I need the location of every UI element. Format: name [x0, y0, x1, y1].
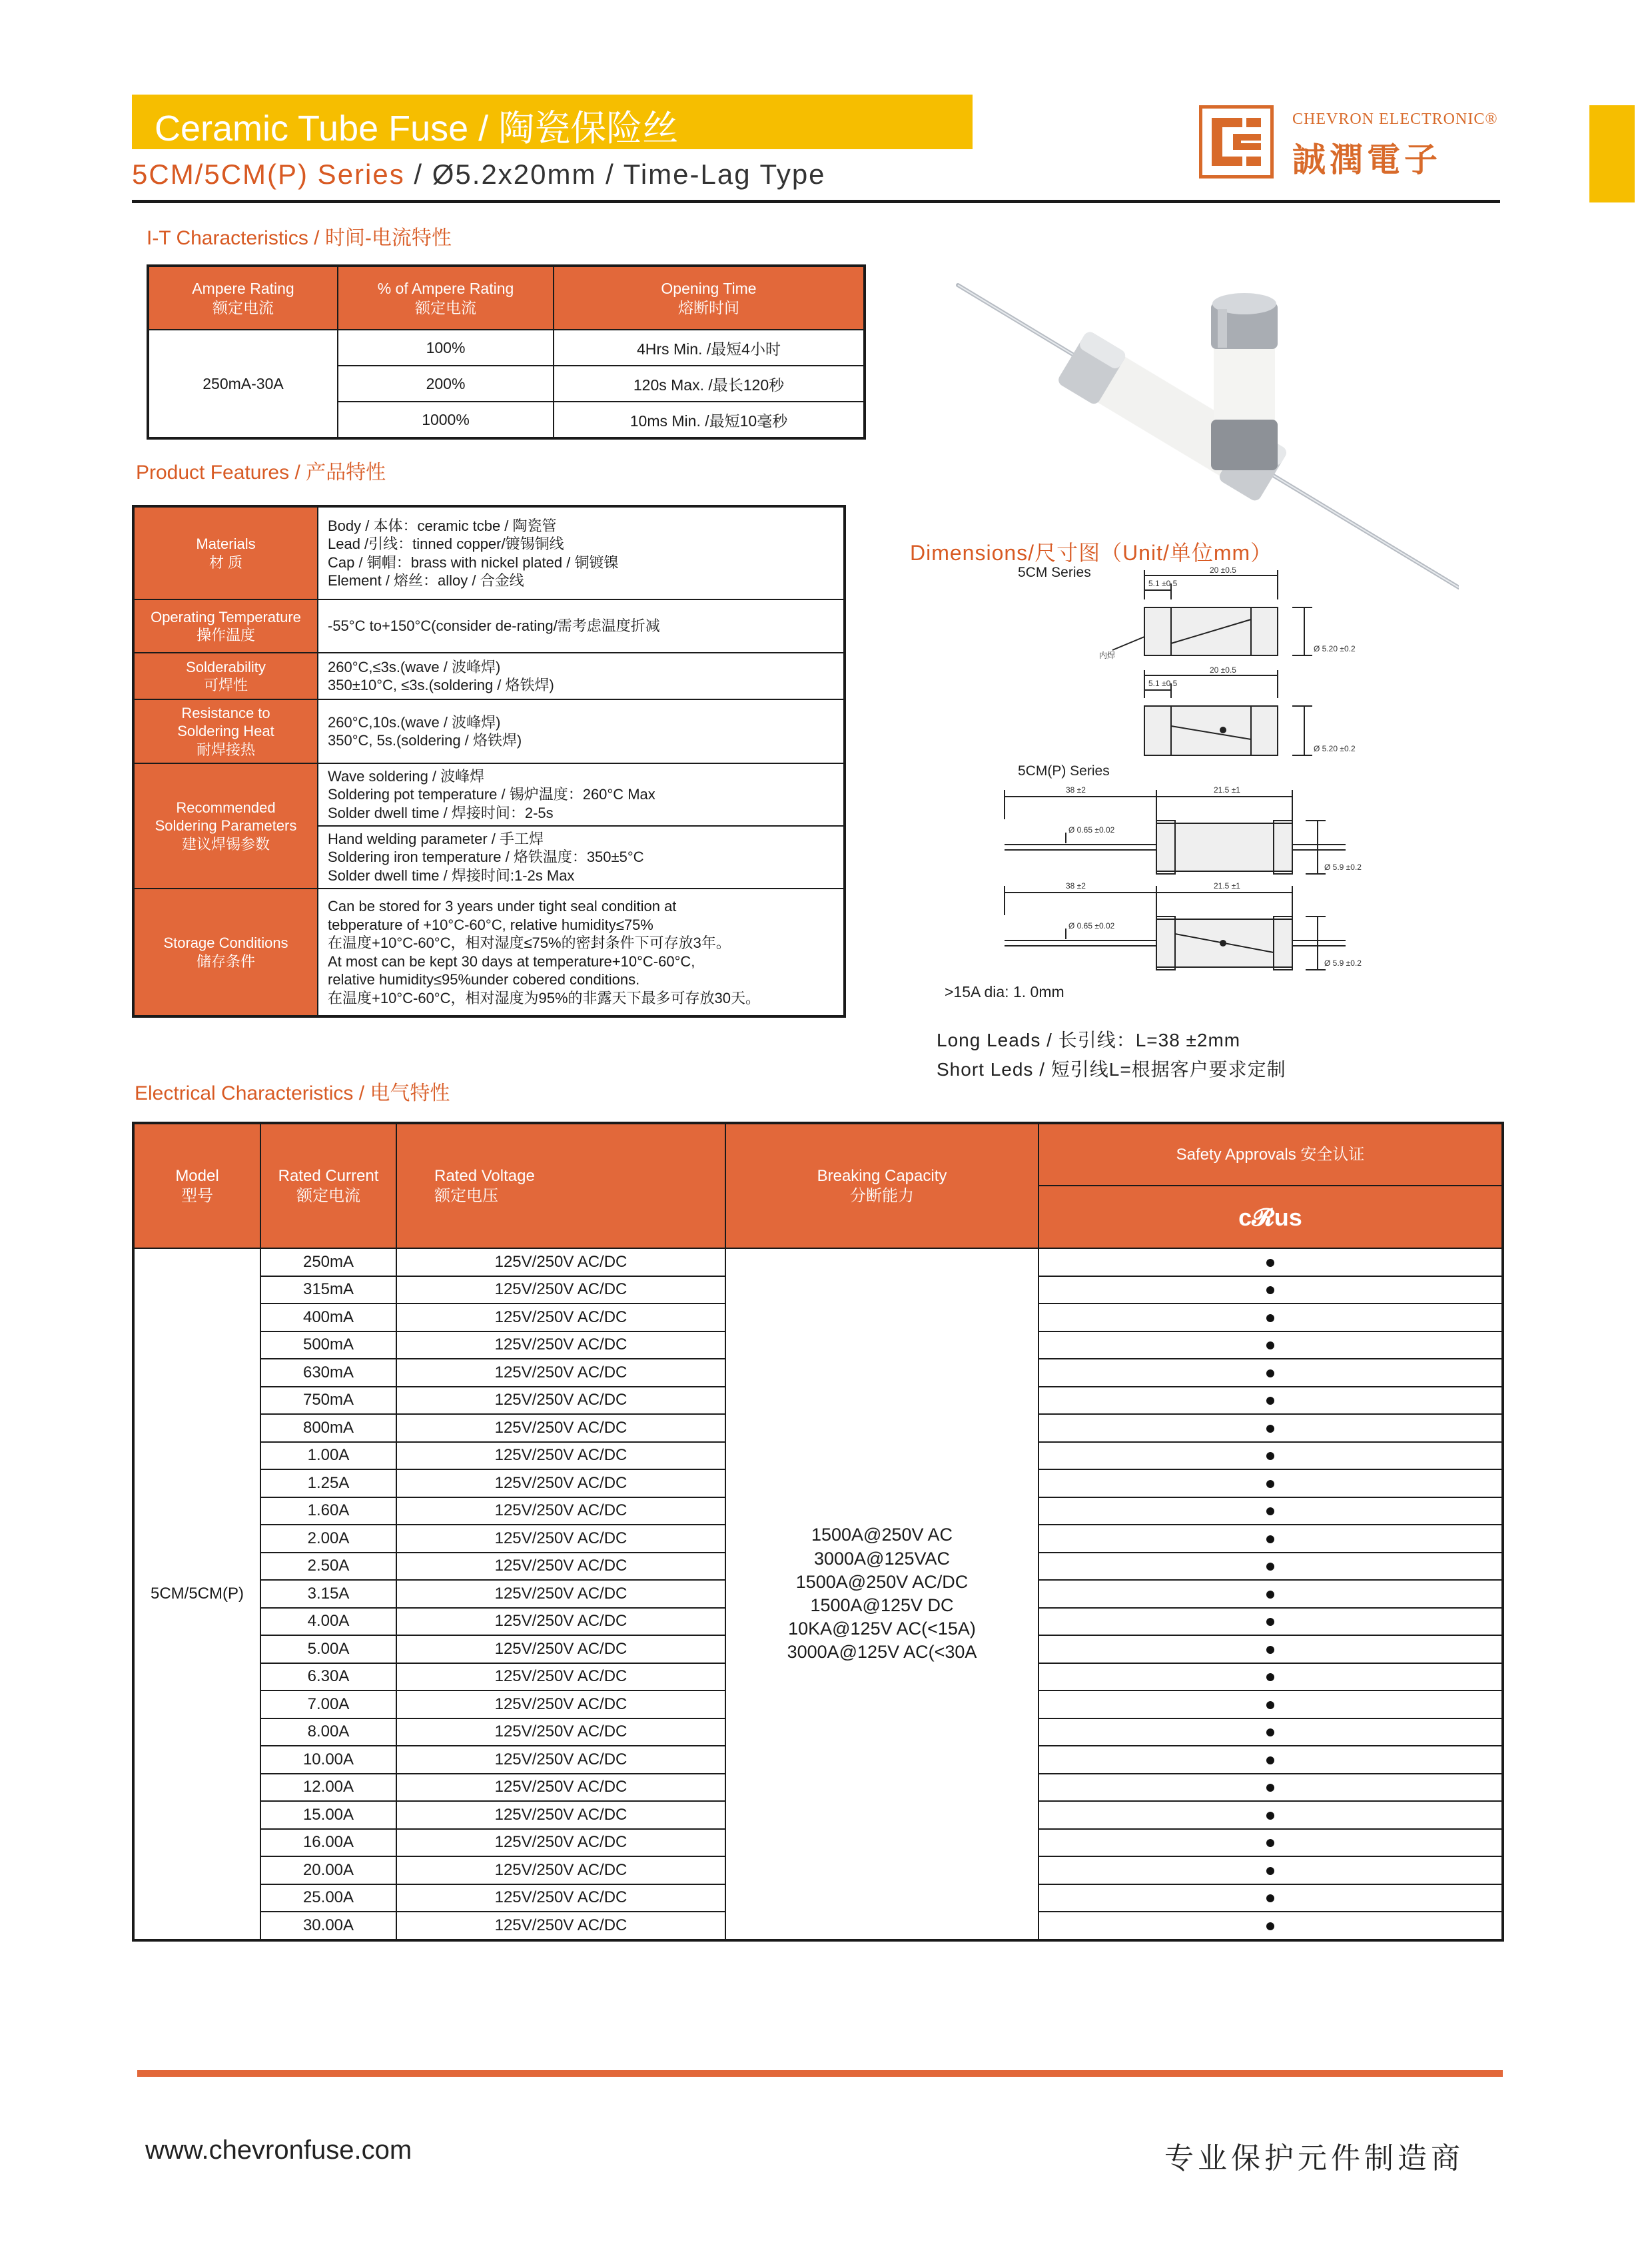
- voltage-cell: 125V/250V AC/DC: [396, 1414, 725, 1442]
- it-pct-cell: 1000%: [338, 402, 554, 438]
- dim-diameter-label: Ø 5.20 ±0.2: [1314, 744, 1356, 753]
- current-cell: 3.15A: [260, 1580, 396, 1608]
- it-section-title: I-T Characteristics / 时间-电流特性: [147, 227, 452, 249]
- current-cell: 6.30A: [260, 1663, 396, 1691]
- dim-inner-label: 内焊: [1099, 651, 1116, 660]
- approved-dot-icon: [1266, 1259, 1274, 1267]
- features-table: [132, 505, 846, 1018]
- approval-cell: [1038, 1635, 1503, 1663]
- breaking-line: 1500A@125V DC: [810, 1595, 954, 1615]
- dim-diameter-label: Ø 5.9 ±0.2: [1324, 863, 1362, 872]
- approval-cell: [1038, 1829, 1503, 1857]
- voltage-cell: 125V/250V AC/DC: [396, 1304, 725, 1331]
- resist-heat-label: Resistance to Soldering Heat 耐焊接热: [133, 699, 318, 763]
- approved-dot-icon: [1266, 1286, 1274, 1294]
- dim-lead-label: 38 ±2: [1066, 785, 1086, 795]
- approved-dot-icon: [1266, 1894, 1274, 1902]
- breaking-capacity-cell: [725, 1248, 1038, 1940]
- voltage-cell: 125V/250V AC/DC: [396, 1276, 725, 1304]
- voltage-cell: 125V/250V AC/DC: [396, 1608, 725, 1636]
- approved-dot-icon: [1266, 1701, 1274, 1709]
- it-ampere-cell: 250mA-30A: [148, 330, 338, 438]
- approved-dot-icon: [1266, 1507, 1274, 1515]
- header-voltage: Rated Voltage 额定电压: [396, 1123, 725, 1248]
- approved-dot-icon: [1266, 1341, 1274, 1349]
- header-safety: Safety Approvals 安全认证: [1038, 1123, 1503, 1186]
- current-cell: 10.00A: [260, 1746, 396, 1774]
- current-cell: 30.00A: [260, 1912, 396, 1940]
- voltage-cell: 125V/250V AC/DC: [396, 1829, 725, 1857]
- approved-dot-icon: [1266, 1480, 1274, 1488]
- page-subtitle: [132, 159, 826, 190]
- solderability-label: Solderability 可焊性: [133, 653, 318, 699]
- dim-diameter-label: Ø 5.20 ±0.2: [1314, 644, 1356, 653]
- approved-dot-icon: [1266, 1452, 1274, 1460]
- subtitle-spec: / Ø5.2x20mm / Time-Lag Type: [404, 159, 826, 190]
- voltage-cell: 125V/250V AC/DC: [396, 1774, 725, 1802]
- it-time-cell: 4Hrs Min. /最短4小时: [554, 330, 865, 366]
- dim-note: >15A dia: 1. 0mm: [945, 983, 1064, 1000]
- dim-body-label: 21.5 ±1: [1214, 785, 1240, 795]
- approval-cell: [1038, 1746, 1503, 1774]
- voltage-cell: 125V/250V AC/DC: [396, 1884, 725, 1912]
- dim-diameter-label: Ø 5.9 ±0.2: [1324, 958, 1362, 968]
- page-title: Ceramic Tube Fuse / 陶瓷保险丝: [155, 109, 679, 149]
- approval-cell: [1038, 1912, 1503, 1940]
- storage-value: Can be stored for 3 years under tight seal condition at tebperature of +10°C-60°C, relative humidity≤75% 在温度+10°C-60°C，相对湿度≤75%的密封条件下可存放3年。 At most can be kept 30 days at temperature+10°C-60°C, relative humidity≤95%under cobered conditions. 在温度+10°C-60°C，相对湿度为95%的非露天下最多可存放30天。: [318, 889, 845, 1016]
- voltage-cell: 125V/250V AC/DC: [396, 1331, 725, 1359]
- approval-cell: [1038, 1580, 1503, 1608]
- header-model: Model 型号: [133, 1123, 260, 1248]
- table-row: [133, 889, 845, 1016]
- approved-dot-icon: [1266, 1756, 1274, 1764]
- breaking-line: 1500A@250V AC/DC: [795, 1571, 969, 1592]
- voltage-cell: 125V/250V AC/DC: [396, 1525, 725, 1553]
- approval-cell: [1038, 1690, 1503, 1718]
- approval-cell: [1038, 1553, 1503, 1581]
- approval-cell: [1038, 1276, 1503, 1304]
- approval-cell: [1038, 1469, 1503, 1497]
- solderability-value: 260°C,≤3s.(wave / 波峰焊) 350±10°C, ≤3s.(soldering / 烙铁焊): [318, 653, 845, 699]
- subtitle-series: 5CM/5CM(P) Series: [132, 159, 405, 190]
- dim-body-label: 21.5 ±1: [1214, 881, 1240, 891]
- model-cell: 5CM/5CM(P): [133, 1248, 260, 1940]
- approved-dot-icon: [1266, 1728, 1274, 1736]
- current-cell: 500mA: [260, 1331, 396, 1359]
- footer-divider: [137, 2070, 1503, 2077]
- approval-cell: [1038, 1801, 1503, 1829]
- logo-text-en: CHEVRON ELECTRONIC®: [1292, 111, 1498, 128]
- it-table: [147, 264, 866, 440]
- approval-cell: [1038, 1884, 1503, 1912]
- approval-cell: [1038, 1497, 1503, 1525]
- approved-dot-icon: [1266, 1812, 1274, 1820]
- ul-cert-icon: c𝓡us: [1038, 1186, 1503, 1248]
- dimensions-title: Dimensions/尺寸图（Unit/单位mm）: [910, 541, 1273, 565]
- it-header-time: Opening Time 熔断时间: [554, 266, 865, 330]
- table-row: [133, 1248, 1503, 1276]
- current-cell: 25.00A: [260, 1884, 396, 1912]
- dimension-drawings: [999, 566, 1372, 979]
- current-cell: 750mA: [260, 1387, 396, 1415]
- dim-cap-label: 5.1 ±0.5: [1148, 679, 1178, 688]
- it-header-ampere: Ampere Rating 额定电流: [148, 266, 338, 330]
- current-cell: 5.00A: [260, 1635, 396, 1663]
- dim-wire-label: Ø 0.65 ±0.02: [1068, 825, 1115, 835]
- approved-dot-icon: [1266, 1784, 1274, 1792]
- approved-dot-icon: [1266, 1618, 1274, 1626]
- current-cell: 16.00A: [260, 1829, 396, 1857]
- voltage-cell: 125V/250V AC/DC: [396, 1580, 725, 1608]
- header-divider: [132, 200, 1500, 203]
- recommended-hand-value: Hand welding parameter / 手工焊 Soldering iron temperature / 烙铁温度：350±5°C Solder dwell time / 焊接时间:1-2s Max: [318, 826, 845, 889]
- approved-dot-icon: [1266, 1425, 1274, 1433]
- optemp-value: -55°C to+150°C(consider de-rating/需考虑温度折减: [318, 599, 845, 653]
- approval-cell: [1038, 1387, 1503, 1415]
- voltage-cell: 125V/250V AC/DC: [396, 1746, 725, 1774]
- current-cell: 315mA: [260, 1276, 396, 1304]
- breaking-line: 1500A@250V AC: [811, 1525, 953, 1545]
- voltage-cell: 125V/250V AC/DC: [396, 1469, 725, 1497]
- current-cell: 250mA: [260, 1248, 396, 1276]
- header-current: Rated Current 额定电流: [260, 1123, 396, 1248]
- breaking-line: 3000A@125V AC(<30A: [787, 1641, 977, 1662]
- footer-tagline: 专业保护元件制造商: [1164, 2142, 1464, 2175]
- dim-wire-label: Ø 0.65 ±0.02: [1068, 921, 1115, 931]
- voltage-cell: 125V/250V AC/DC: [396, 1718, 725, 1746]
- approval-cell: [1038, 1414, 1503, 1442]
- table-row: [133, 699, 845, 763]
- approved-dot-icon: [1266, 1369, 1274, 1377]
- electrical-section-title: Electrical Characteristics / 电气特性: [135, 1082, 450, 1104]
- breaking-line: 10KA@125V AC(<15A): [788, 1618, 976, 1639]
- voltage-cell: 125V/250V AC/DC: [396, 1663, 725, 1691]
- approval-cell: [1038, 1663, 1503, 1691]
- table-row: [133, 506, 845, 599]
- current-cell: 4.00A: [260, 1608, 396, 1636]
- approved-dot-icon: [1266, 1839, 1274, 1847]
- table-row: [148, 330, 865, 366]
- it-time-cell: 120s Max. /最长120秒: [554, 366, 865, 402]
- voltage-cell: 125V/250V AC/DC: [396, 1248, 725, 1276]
- voltage-cell: 125V/250V AC/DC: [396, 1387, 725, 1415]
- voltage-cell: 125V/250V AC/DC: [396, 1912, 725, 1940]
- voltage-cell: 125V/250V AC/DC: [396, 1553, 725, 1581]
- voltage-cell: 125V/250V AC/DC: [396, 1359, 725, 1387]
- voltage-cell: 125V/250V AC/DC: [396, 1856, 725, 1884]
- approved-dot-icon: [1266, 1591, 1274, 1599]
- current-cell: 630mA: [260, 1359, 396, 1387]
- table-row: [133, 763, 845, 826]
- materials-value: Body / 本体：ceramic tcbe / 陶瓷管 Lead /引线：tinned copper/镀锡铜线 Cap / 铜帽：brass with nickel plated / 铜镀镍 Element / 熔丝：alloy / 合金线: [318, 506, 845, 599]
- current-cell: 12.00A: [260, 1774, 396, 1802]
- current-cell: 1.00A: [260, 1442, 396, 1470]
- dim-cap-label: 5.1 ±0.5: [1148, 579, 1178, 588]
- it-time-cell: 10ms Min. /最短10毫秒: [554, 402, 865, 438]
- current-cell: 1.25A: [260, 1469, 396, 1497]
- voltage-cell: 125V/250V AC/DC: [396, 1801, 725, 1829]
- it-header-percent: % of Ampere Rating 额定电流: [338, 266, 554, 330]
- footer-url: www.chevronfuse.com: [145, 2135, 412, 2165]
- dim-series-label: 5CM Series: [1018, 565, 1091, 580]
- approval-cell: [1038, 1331, 1503, 1359]
- voltage-cell: 125V/250V AC/DC: [396, 1497, 725, 1525]
- current-cell: 2.00A: [260, 1525, 396, 1553]
- dim-series-label: 5CM(P) Series: [1018, 763, 1110, 779]
- logo-text-cn: 誠潤電子: [1292, 141, 1442, 179]
- resist-heat-value: 260°C,10s.(wave / 波峰焊) 350°C, 5s.(soldering / 烙铁焊): [318, 699, 845, 763]
- dim-length-label: 20 ±0.5: [1210, 665, 1236, 675]
- current-cell: 400mA: [260, 1304, 396, 1331]
- table-row: [133, 653, 845, 699]
- breaking-line: 3000A@125VAC: [813, 1548, 951, 1569]
- approved-dot-icon: [1266, 1646, 1274, 1654]
- features-section-title: Product Features / 产品特性: [136, 462, 386, 484]
- approved-dot-icon: [1266, 1922, 1274, 1930]
- voltage-cell: 125V/250V AC/DC: [396, 1690, 725, 1718]
- current-cell: 1.60A: [260, 1497, 396, 1525]
- it-pct-cell: 200%: [338, 366, 554, 402]
- voltage-cell: 125V/250V AC/DC: [396, 1635, 725, 1663]
- approval-cell: [1038, 1525, 1503, 1553]
- approval-cell: [1038, 1248, 1503, 1276]
- approved-dot-icon: [1266, 1314, 1274, 1322]
- current-cell: 800mA: [260, 1414, 396, 1442]
- voltage-cell: 125V/250V AC/DC: [396, 1442, 725, 1470]
- storage-label: Storage Conditions 储存条件: [133, 889, 318, 1016]
- approval-cell: [1038, 1442, 1503, 1470]
- recommended-label: Recommended Soldering Parameters 建议焊锡参数: [133, 763, 318, 889]
- header-breaking: Breaking Capacity 分断能力: [725, 1123, 1038, 1248]
- current-cell: 8.00A: [260, 1718, 396, 1746]
- approved-dot-icon: [1266, 1563, 1274, 1571]
- approved-dot-icon: [1266, 1673, 1274, 1681]
- recommended-wave-value: Wave soldering / 波峰焊 Soldering pot temperature / 锡炉温度：260°C Max Solder dwell time / 焊接时间：2-5s: [318, 763, 845, 826]
- optemp-label: Operating Temperature 操作温度: [133, 599, 318, 653]
- approval-cell: [1038, 1359, 1503, 1387]
- approval-cell: [1038, 1718, 1503, 1746]
- long-leads-note: Long Leads / 长引线：L=38 ±2mm: [937, 1030, 1241, 1050]
- table-row: [133, 599, 845, 653]
- current-cell: 7.00A: [260, 1690, 396, 1718]
- approval-cell: [1038, 1856, 1503, 1884]
- approval-cell: [1038, 1774, 1503, 1802]
- materials-label: Materials 材 质: [133, 506, 318, 599]
- approved-dot-icon: [1266, 1867, 1274, 1875]
- page-edge-tab: [1589, 105, 1635, 202]
- approval-cell: [1038, 1304, 1503, 1331]
- it-pct-cell: 100%: [338, 330, 554, 366]
- approval-cell: [1038, 1608, 1503, 1636]
- current-cell: 15.00A: [260, 1801, 396, 1829]
- logo-ce-icon: [1199, 105, 1274, 179]
- current-cell: 20.00A: [260, 1856, 396, 1884]
- dim-length-label: 20 ±0.5: [1210, 566, 1236, 575]
- dim-lead-label: 38 ±2: [1066, 881, 1086, 891]
- current-cell: 2.50A: [260, 1553, 396, 1581]
- approved-dot-icon: [1266, 1397, 1274, 1405]
- approved-dot-icon: [1266, 1535, 1274, 1543]
- electrical-table: [132, 1122, 1504, 1942]
- short-leads-note: Short Leds / 短引线L=根据客户要求定制: [937, 1059, 1286, 1080]
